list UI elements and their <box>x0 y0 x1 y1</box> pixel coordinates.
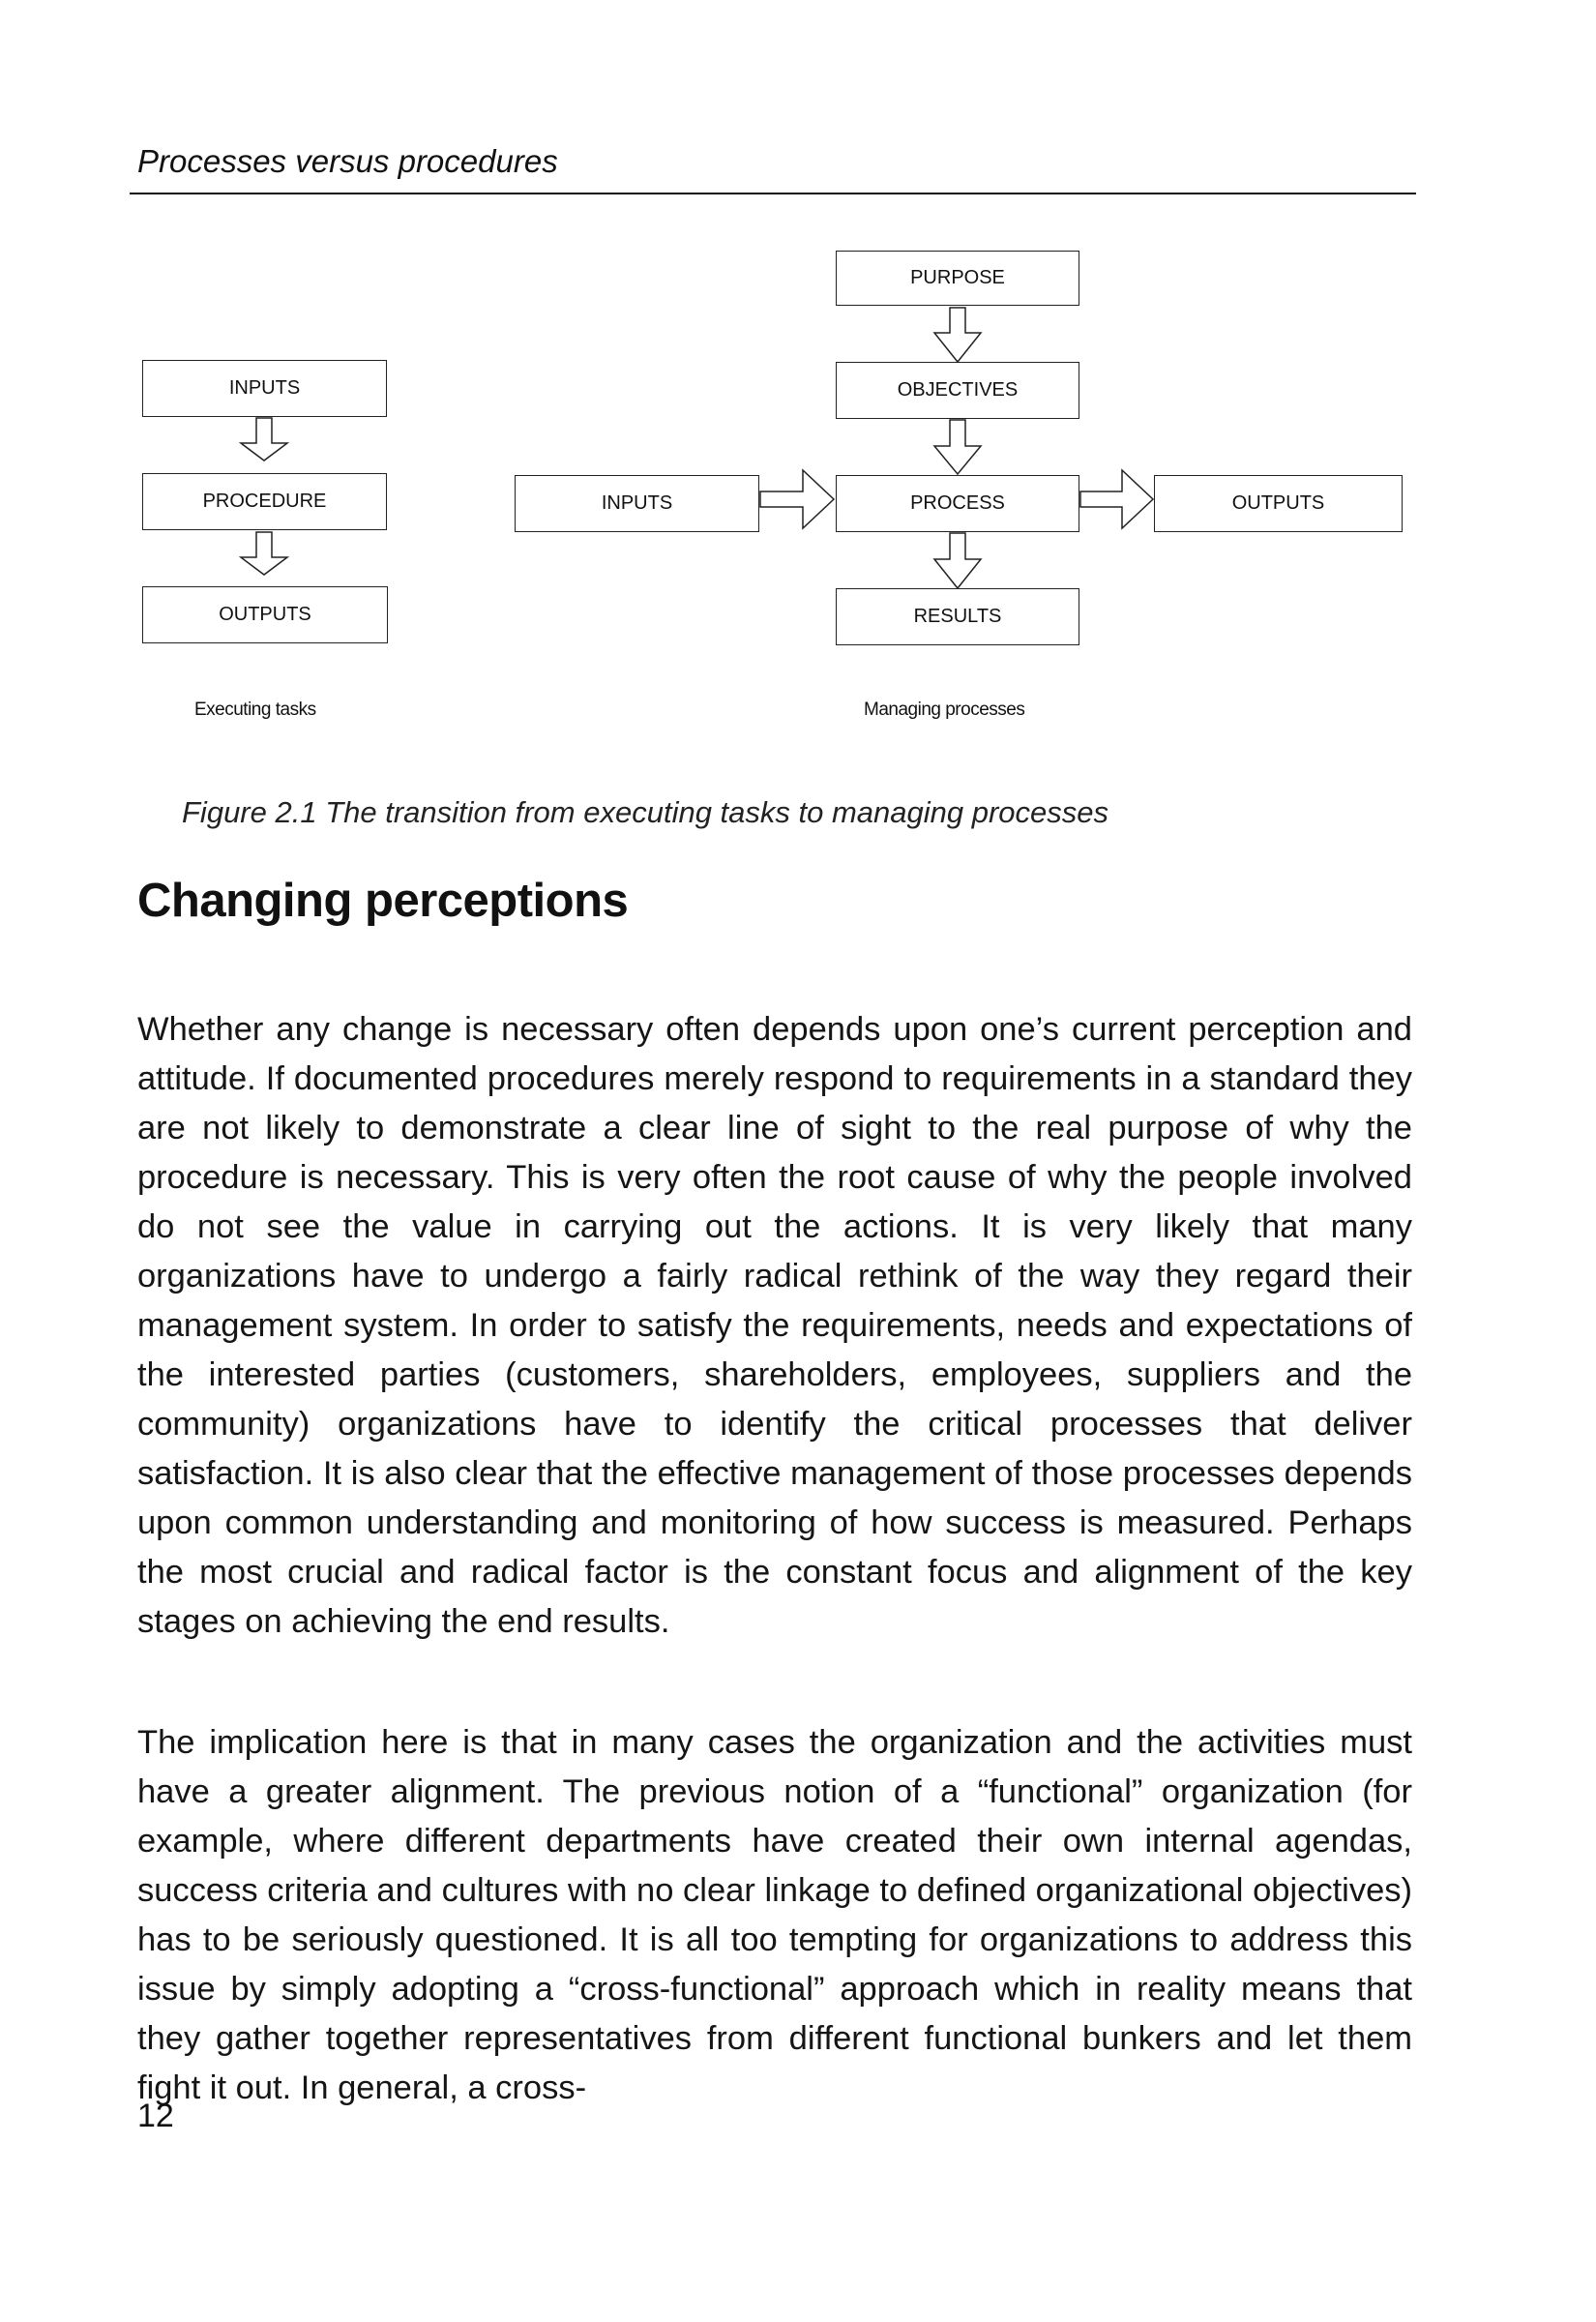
arrow-right-icon <box>1080 470 1153 528</box>
process-box: PROCESS <box>836 475 1079 532</box>
arrow-down-icon <box>934 308 981 362</box>
page-number: 12 <box>137 2098 174 2134</box>
arrow-down-icon <box>241 418 287 461</box>
arrow-right-icon <box>760 470 834 528</box>
objectives-box: OBJECTIVES <box>836 362 1079 419</box>
managing-processes-label: Managing processes <box>864 700 1025 720</box>
figure-diagram <box>0 0 1596 774</box>
right-outputs-box: OUTPUTS <box>1154 475 1403 532</box>
arrow-down-icon <box>934 420 981 474</box>
purpose-box: PURPOSE <box>836 251 1079 306</box>
section-heading: Changing perceptions <box>137 875 629 927</box>
results-box: RESULTS <box>836 588 1079 645</box>
left-outputs-box: OUTPUTS <box>142 586 388 643</box>
running-head: Processes versus procedures <box>137 143 558 179</box>
left-procedure-box: PROCEDURE <box>142 473 387 530</box>
paragraph-2: The implication here is that in many cases the organization and the activities must have a greater alignment. The previous notion of a “functional” organization (for example, where different departments have created their own internal agendas, success criteria and cultures with no clear linkage to defined organizational objectives) has to be seriously questioned. It is all too tempting for organizations to address this issue by simply adopting a “cross-functional” approach which in reality means that they gather together representatives from different functional bunkers and let them fight it out. In general, a cross- <box>137 1724 1412 2106</box>
arrow-down-icon <box>241 532 287 575</box>
arrow-down-icon <box>934 533 981 588</box>
right-inputs-box: INPUTS <box>515 475 759 532</box>
executing-tasks-label: Executing tasks <box>194 700 316 720</box>
paragraph-1: Whether any change is necessary often depends upon one’s current perception and attitude. If documented procedures merely respond to requirements in a standard they are not likely to demonstrate a clear line of sight to the real purpose of why the procedure is necessary. This is very often the root cause of why the people involved do not see the value in carrying out the actions. It is very likely that many organizations have to undergo a fairly radical rethink of the way they regard their management system. In order to satisfy the requirements, needs and expectations of the interested parties (customers, shareholders, employees, suppliers and the community) organizations have to identify the critical processes that deliver satisfaction. It is also clear that the effective management of those processes depends upon common understanding and monitoring of how success is measured. Perhaps the most crucial and radical factor is the constant focus and alignment of the key stages on achieving the end results. <box>137 1011 1412 1640</box>
left-inputs-box: INPUTS <box>142 360 387 417</box>
figure-caption: Figure 2.1 The transition from executing tasks to managing processes <box>182 795 1109 829</box>
